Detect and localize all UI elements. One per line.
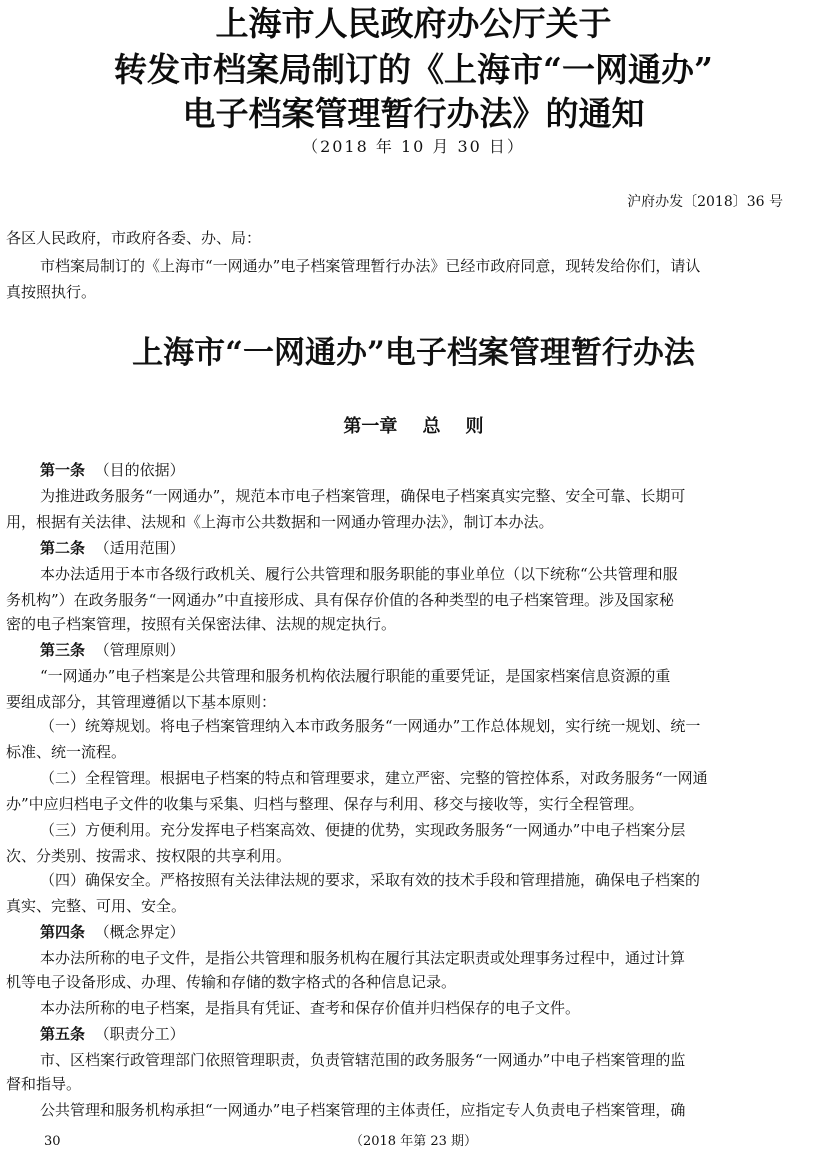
article-line: 为推进政务服务“一网通办”，规范本市电子档案管理，确保电子档案真实完整、安全可靠、长期可 [40, 487, 686, 505]
document-number: 沪府办发〔2018〕36 号 [627, 194, 783, 210]
issue-label: （2018 年第 23 期） [349, 1134, 478, 1149]
article-topic: （管理原则） [94, 641, 185, 659]
notice-title-line-1: 上海市人民政府办公厅关于 [215, 4, 612, 43]
notice-addressee: 各区人民政府，市政府各委、办、局： [6, 229, 262, 247]
chapter-heading: 第一章 总 则 [343, 416, 484, 437]
article-line: 真实、完整、可用、安全。 [6, 897, 187, 915]
article-line: 办”中应归档电子文件的收集与采集、归档与整理、保存与利用、移交与接收等，实行全程管理。 [6, 795, 644, 813]
article-topic: （概念界定） [94, 923, 185, 941]
article-line: （一）统筹规划。将电子档案管理纳入本市政务服务“一网通办”工作总体规划，实行统一规划、统一 [40, 717, 701, 735]
article-line: 本办法所称的电子文件，是指公共管理和服务机构在履行其法定职责或处理事务过程中，通过计算 [40, 949, 686, 967]
article-topic: （目的依据） [94, 461, 185, 479]
article-line: 次、分类别、按需求、按权限的共享利用。 [6, 847, 292, 865]
article-topic: （适用范围） [94, 539, 185, 557]
article-number: 第四条 [40, 923, 86, 941]
article-number: 第二条 [40, 539, 86, 557]
notice-date: （2018 年 10 月 30 日） [302, 137, 525, 156]
article-line: 本办法适用于本市各级行政机关、履行公共管理和服务职能的事业单位（以下统称“公共管理和服 [40, 565, 678, 583]
notice-body-line: 真按照执行。 [6, 283, 97, 301]
page-number: 30 [44, 1134, 61, 1149]
article-number: 第五条 [40, 1025, 86, 1043]
article-line: 督和指导。 [6, 1075, 82, 1093]
article-line: （三）方便利用。充分发挥电子档案高效、便捷的优势，实现政务服务“一网通办”中电子档案分层 [40, 821, 686, 839]
article-line: 标准、统一流程。 [6, 743, 127, 761]
notice-title-line-2: 转发市档案局制订的《上海市“一网通办” [114, 50, 713, 89]
article-line: 务机构”）在政务服务“一网通办”中直接形成、具有保存价值的各种类型的电子档案管理。涉及国家秘 [6, 591, 675, 609]
article-heading [40, 638, 821, 662]
article-number: 第一条 [40, 461, 86, 479]
article-line: 本办法所称的电子档案，是指具有凭证、查考和保存价值并归档保存的电子文件。 [40, 999, 581, 1017]
notice-body-line: 市档案局制订的《上海市“一网通办”电子档案管理暂行办法》已经市政府同意，现转发给你们，请认 [40, 257, 701, 275]
notice-title-line-3: 电子档案管理暂行办法》的通知 [182, 94, 645, 133]
regulation-title: 上海市“一网通办”电子档案管理暂行办法 [132, 335, 695, 371]
article-line: 市、区档案行政管理部门依照管理职责，负责管辖范围的政务服务“一网通办”中电子档案管理的监 [40, 1051, 686, 1069]
article-line: （二）全程管理。根据电子档案的特点和管理要求，建立严密、完整的管控体系，对政务服务“一网通 [40, 769, 708, 787]
article-line: “一网通办”电子档案是公共管理和服务机构依法履行职能的重要凭证，是国家档案信息资源的重 [40, 667, 671, 685]
article-heading [40, 920, 821, 944]
article-line: 机等电子设备形成、办理、传输和存储的数字格式的各种信息记录。 [6, 973, 457, 991]
article-heading [40, 536, 821, 560]
article-heading [40, 458, 821, 482]
article-heading [40, 1022, 821, 1046]
article-line: 密的电子档案管理，按照有关保密法律、法规的规定执行。 [6, 615, 397, 633]
article-line: 要组成部分，其管理遵循以下基本原则： [6, 693, 277, 711]
article-line: 公共管理和服务机构承担“一网通办”电子档案管理的主体责任，应指定专人负责电子档案管理，确 [40, 1101, 686, 1119]
article-number: 第三条 [40, 641, 86, 659]
article-line: （四）确保安全。严格按照有关法律法规的要求，采取有效的技术手段和管理措施，确保电子档案的 [40, 871, 701, 889]
article-topic: （职责分工） [94, 1025, 185, 1043]
article-line: 用，根据有关法律、法规和《上海市公共数据和一网通办管理办法》，制订本办法。 [6, 513, 554, 531]
